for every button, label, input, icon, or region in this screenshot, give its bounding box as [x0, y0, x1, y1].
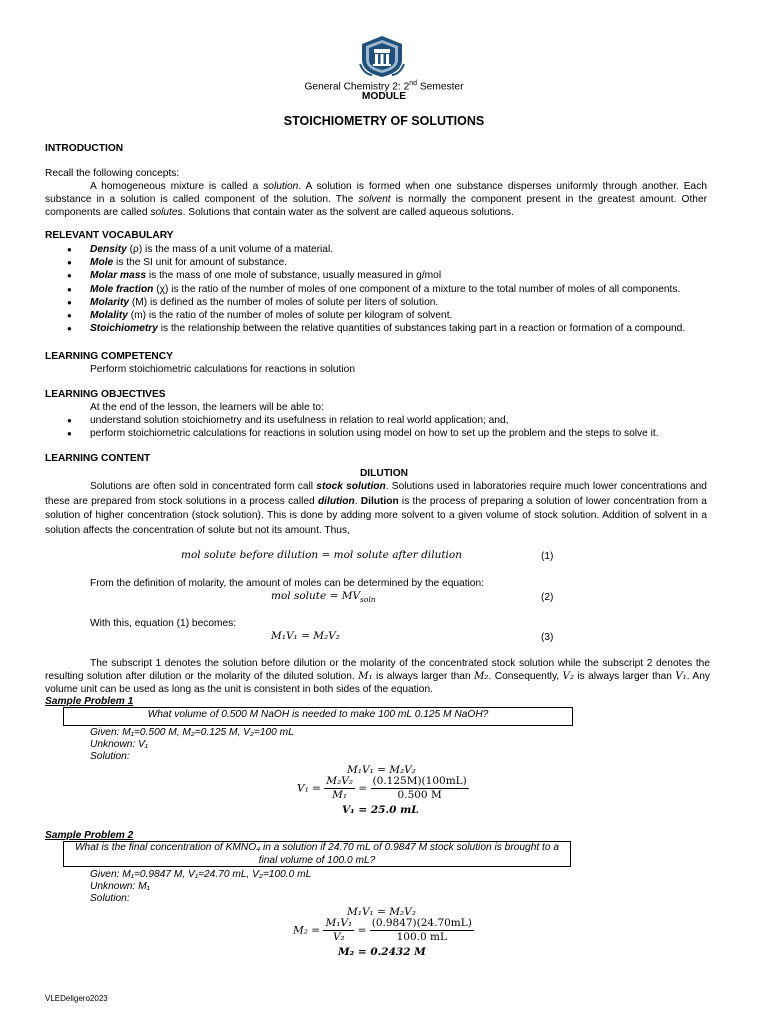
list-item: ● Mole fraction (χ) is the ratio of the number of moles of one component of a mixture to the total number of moles of all components. — [45, 283, 725, 296]
sample-2-equation: M₁V₁ = M₂V₂ — [347, 906, 416, 918]
solution-label-1: Solution: — [90, 751, 130, 762]
equation-2: mol solute = $MV_{soln}$ — [271, 590, 376, 605]
objectives-list — [45, 414, 725, 440]
given-2: Given: M₁=0.9847 M, V₁=24.70 mL, V₂=100.0 mL — [90, 869, 312, 880]
footer-text: VLEDeligero2023 — [45, 994, 108, 1003]
content-heading: LEARNING CONTENT — [45, 453, 151, 464]
solution-label-2: Solution: — [90, 893, 130, 904]
sample-2-answer: M₂ = 0.2432 M — [338, 946, 426, 958]
list-item: ● Molality (m) is the ratio of the number of moles of solute per kilogram of solvent. — [45, 309, 725, 322]
recall-text: Recall the following concepts: — [45, 168, 180, 179]
sample-problem-2-question: What is the final concentration of KMNO₄ in a solution if 24.70 mL of 0.9847 M stock solution is brought to a final volume of 100.0 mL? — [63, 841, 571, 867]
dilution-heading: DILUTION — [359, 468, 409, 479]
module-label: MODULE — [361, 91, 407, 102]
objectives-heading: LEARNING OBJECTIVES — [45, 389, 166, 400]
unknown-2: Unknown: M₁ — [90, 881, 150, 892]
unknown-1: Unknown: V₁ — [90, 739, 149, 750]
dilution-paragraph: Solutions are often sold in concentrated form call stock solution. Solutions used in laboratories require much lower concentrations and these are prepared from stock solutions in a process called dilution. Dilution is the process of preparing a solution of lower concentration from a solution of higher concentration (stock solution). This is done by adding more solvent to a given volume of stock solution. Addition of solvent in a solution affects the concentration of solute but not its amount. Thus, — [45, 481, 707, 536]
given-1: Given: M₁=0.500 M, M₂=0.125 M, V₂=100 mL — [90, 727, 294, 738]
course-title: General Chemistry 2: 2nd Semester — [304, 80, 464, 93]
sample-1-answer: V₁ = 25.0 mL — [342, 804, 419, 816]
competency-text: Perform stoichiometric calculations for reactions in solution — [90, 364, 355, 375]
sample-problem-1-question: What volume of 0.500 M NaOH is needed to make 100 mL 0.125 M NaOH? — [63, 707, 573, 726]
equation-3-number: (3) — [541, 632, 554, 643]
vocabulary-heading: RELEVANT VOCABULARY — [45, 230, 174, 241]
competency-heading: LEARNING COMPETENCY — [45, 351, 173, 362]
list-item: ● Stoichiometry is the relationship between the relative quantities of substances taking part in a reaction or formation of a compound. — [45, 322, 725, 335]
vocabulary-list — [45, 243, 725, 335]
sample-2-solution: M₂ = $\frac{\text{M₁V₁}}{\text{V₂}}$ = $\frac{(0.9847)(24.70mL)}{100.0 mL}$ — [293, 917, 472, 943]
intro-paragraph: A homogeneous mixture is called a solution. A solution is formed when one substance disperses uniformly through another. Each substance in a solution is called component of the solution. The solvent is normally the component present in the greatest amount. Other components are called solutes. Solutions that contain water as the solvent are called aqueous solutions. — [45, 181, 707, 218]
with-this-text: With this, equation (1) becomes: — [90, 618, 237, 629]
equation-1: mol solute before dilution = mol solute after dilution — [181, 549, 462, 561]
subscript-paragraph: The subscript 1 denotes the solution before dilution or the molarity of the concentrated stock solution while the subscript 2 denotes the resulting solution after dilution or the molarity of the diluted solution. M₁ is always larger than M₂. Consequently, V₂ is always larger than V₁. Any volume unit can be used as long as the unit is consistent in both sides of the equation. — [45, 658, 710, 695]
list-item: ● Molarity (M) is defined as the number of moles of solute per liters of solution. — [45, 296, 725, 309]
list-item: ● Molar mass is the mass of one mole of substance, usually measured in g/mol — [45, 269, 725, 282]
list-item: ● Density (ρ) is the mass of a unit volume of a material. — [45, 243, 725, 256]
equation-1-number: (1) — [541, 551, 554, 562]
list-item: ● perform stoichiometric calculations for reactions in solution using model on how to set up the problem and the steps to solve it. — [45, 427, 725, 440]
page-title: STOICHIOMETRY OF SOLUTIONS — [283, 114, 485, 128]
list-item: ● understand solution stoichiometry and its usefulness in relation to real world application; and, — [45, 414, 725, 427]
sample-problem-1-label: Sample Problem 1 — [45, 696, 134, 707]
sample-1-solution: V₁ = $\frac{\text{M₂V₂}}{\text{M₁}}$ = $\frac{(0.125M)(100mL)}{0.500 M}$ — [297, 775, 467, 801]
sample-1-equation: M₁V₁ = M₂V₂ — [347, 764, 416, 776]
objectives-intro: At the end of the lesson, the learners will be able to: — [90, 402, 324, 413]
molarity-text: From the definition of molarity, the amount of moles can be determined by the equation: — [90, 578, 484, 589]
list-item: ● Mole is the SI unit for amount of substance. — [45, 256, 725, 269]
equation-2-number: (2) — [541, 592, 554, 603]
sample-problem-2-label: Sample Problem 2 — [45, 830, 134, 841]
school-seal-icon — [358, 34, 406, 78]
equation-3: M₁V₁ = M₂V₂ — [271, 630, 340, 642]
introduction-heading: INTRODUCTION — [45, 143, 124, 154]
